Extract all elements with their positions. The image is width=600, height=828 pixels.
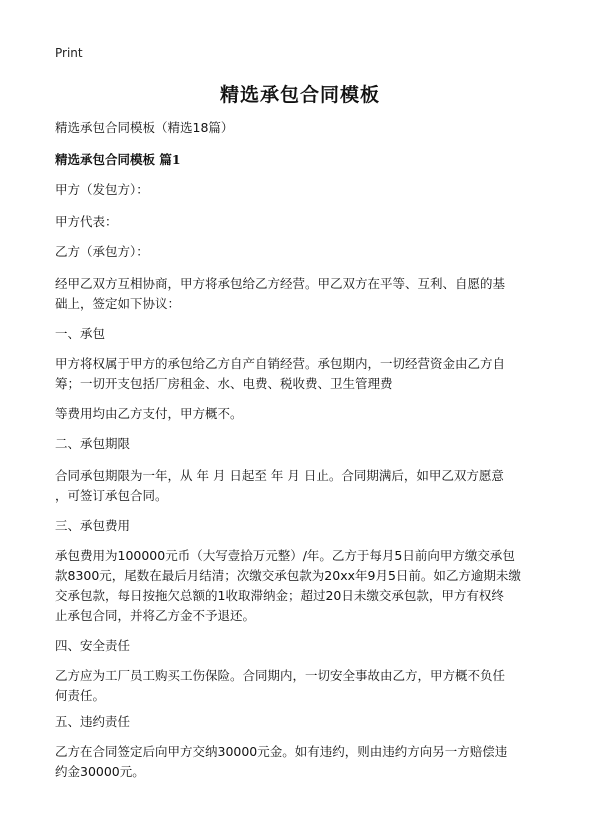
article-heading: 精选承包合同模板 篇1 xyxy=(55,152,181,167)
intro-paragraph-line: 础上，签定如下协议： xyxy=(55,296,181,311)
section-2-paragraph-line: ，可签订承包合同。 xyxy=(55,488,168,503)
intro-paragraph-line: 经甲乙双方互相协商，甲方将承包给乙方经营。甲乙双方在平等、互利、自愿的基 xyxy=(55,276,506,291)
party-a-line: 甲方（发包方）： xyxy=(55,182,149,197)
section-4-paragraph-line: 乙方应为工厂员工购买工伤保险。合同期内，一切安全事故由乙方，甲方概不负任 xyxy=(55,668,506,683)
section-4-title: 四、安全责任 xyxy=(55,638,131,653)
section-3-paragraph-line: 止承包合同，并将乙方金不予退还。 xyxy=(55,608,256,623)
section-2-title: 二、承包期限 xyxy=(55,436,131,451)
party-b-line: 乙方（承包方）： xyxy=(55,244,149,259)
section-2-paragraph-line: 合同承包期限为一年，从 年 月 日起至 年 月 日止。合同期满后，如甲乙双方愿意 xyxy=(55,468,504,483)
party-a-rep-line: 甲方代表： xyxy=(55,214,118,229)
section-3-title: 三、承包费用 xyxy=(55,518,131,533)
section-3-paragraph-line: 交承包款，每日按拖欠总额的1收取滞纳金；超过20日未缴交承包款，甲方有权终 xyxy=(55,588,504,603)
section-1-title: 一、承包 xyxy=(55,326,106,341)
document-subtitle: 精选承包合同模板（精选18篇） xyxy=(55,120,234,135)
section-1-paragraph-line: 筹；一切开支包括厂房租金、水、电费、税收费、卫生管理费 xyxy=(55,376,393,391)
section-4-paragraph-line: 何责任。 xyxy=(55,688,106,703)
section-5-title: 五、违约责任 xyxy=(55,714,131,729)
print-link[interactable]: Print xyxy=(55,46,83,60)
section-3-paragraph-line: 承包费用为100000元币（大写壹拾万元整）/年。乙方于每月5日前向甲方缴交承包 xyxy=(55,548,515,563)
section-1-paragraph-line: 甲方将权属于甲方的承包给乙方自产自销经营。承包期内，一切经营资金由乙方自 xyxy=(55,356,506,371)
section-5-paragraph-line: 约金30000元。 xyxy=(55,764,145,779)
section-1-paragraph-line: 等费用均由乙方支付，甲方概不。 xyxy=(55,406,243,421)
section-5-paragraph-line: 乙方在合同签定后向甲方交纳30000元金。如有违约，则由违约方向另一方赔偿违 xyxy=(55,744,508,759)
section-3-paragraph-line: 款8300元，尾数在最后月结清；次缴交承包款为20xx年9月5日前。如乙方逾期未缴 xyxy=(55,568,521,583)
document-title: 精选承包合同模板 xyxy=(219,84,380,106)
